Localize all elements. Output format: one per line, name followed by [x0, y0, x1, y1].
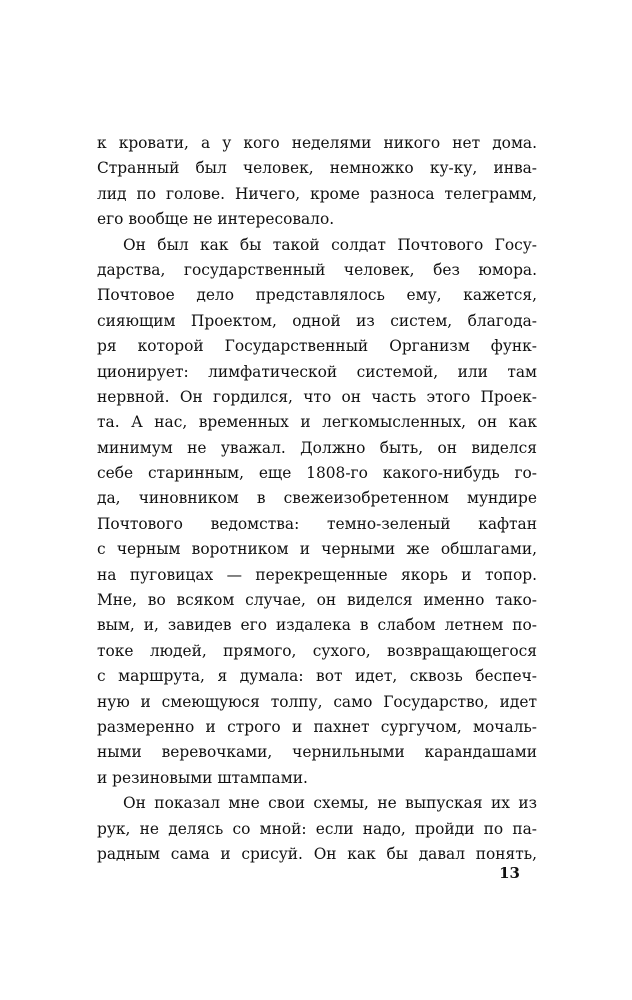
text-line: токе людей, прямого, сухого, возвращающегося [97, 641, 537, 660]
text-line: да, чиновником в свежеизобретенном мундире [97, 489, 537, 508]
text-line: с маршрута, я думала: вот идет, сквозь беспеч- [97, 667, 537, 686]
text-line: сияющим Проектом, одной из систем, благода- [97, 311, 537, 330]
text-line: ционирует: лимфатической системой, или там [97, 362, 537, 381]
text-line: Он показал мне свои схемы, не выпуская их из [123, 794, 537, 813]
text-line: Странный был человек, немножко ку-ку, инва- [97, 159, 537, 178]
text-line: ря которой Государственный Организм функ- [97, 337, 537, 356]
text-line: лид по голове. Ничего, кроме разноса телеграмм, [97, 184, 537, 203]
text-line: Почтового ведомства: темно-зеленый кафтан [97, 514, 537, 533]
text-line: та. А нас, временных и легкомысленных, он как [97, 413, 537, 432]
page-text [97, 131, 537, 867]
text-line: и резиновыми штампами. [97, 768, 308, 787]
text-line: на пуговицах — перекрещенные якорь и топор. [97, 565, 537, 584]
text-line: дарства, государственный человек, без юмора. [97, 260, 537, 279]
text-line: рук, не делясь со мной: если надо, пройди по па- [97, 819, 537, 838]
text-line: его вообще не интересовало. [97, 210, 335, 229]
text-line: ными веревочками, чернильными карандашами [97, 743, 537, 762]
page-number: 13 [499, 864, 520, 882]
text-line: нервной. Он гордился, что он часть этого Проек- [97, 387, 537, 406]
text-line: себе старинным, еще 1808-го какого-нибудь го- [97, 464, 537, 483]
text-line: минимум не уважал. Должно быть, он виделся [97, 438, 537, 457]
text-line: Он был как бы такой солдат Почтового Госу- [123, 235, 537, 254]
text-line: вым, и, завидев его издалека в слабом летнем по- [97, 616, 537, 635]
text-line: ную и смеющуюся толпу, само Государство, идет [97, 692, 537, 711]
text-line: радным сама и срисуй. Он как бы давал понять, [97, 844, 537, 863]
text-line: Почтовое дело представлялось ему, кажется, [97, 286, 537, 305]
text-line: с черным воротником и черными же обшлагами, [97, 540, 537, 559]
text-line: к кровати, а у кого неделями никого нет дома. [97, 134, 537, 152]
text-line: Мне, во всяком случае, он виделся именно тако- [97, 591, 537, 610]
text-line: размеренно и строго и пахнет сургучом, мочаль- [97, 717, 537, 736]
